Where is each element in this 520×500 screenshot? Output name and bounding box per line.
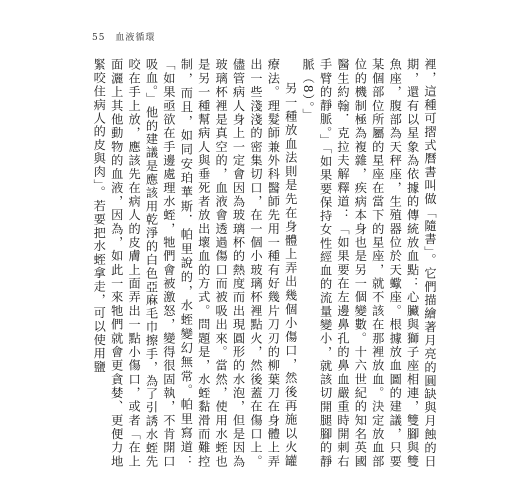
paragraph-1: 裡，這種可摺式曆書叫做「隨書」。它們描繪著月亮的圓缺與月蝕的日期，還有以星象為依據的傳統放血點：心臟與獅子座相連，雙腳與雙魚座，腹部為天秤座，生殖器位於天蠍座。根據放血圖的建議，只要某個部位所屬的星座在當下的星座，就不該在那裡放血。決定放血部位的機制極為複雜，疾病本身也是另一個變數。十六世紀的知名英國醫生約翰．克拉夫解釋道：「如果要在左邊鼻孔的鼻血嚴重時開刺右手臂的靜脈。」「如果要保持女性經血的流量變小，就該切開腿腳的靜脈（8）。」 [301,58,437,468]
running-title: 血液循環 [115,33,156,43]
body-text [92,58,438,468]
page-number: 55 [92,33,106,43]
running-header [92,30,155,43]
paragraph-2: 另一種放血法則是先在身體上弄出幾個小傷口，然後再施以火罐療法。理髮師兼外科醫師先用一種有好幾片刀刃的柳葉刀在身體上弄出一些淺淺的密集切口，在一個小玻璃杯裡點火，然後蓋在傷口上。儘管病人身上一定會因為玻璃杯的熱度而出現圓形的水泡，但是因為玻璃杯裡是真空的，血液會透過傷口而被吸出來。當然，使用水蛭也是另一種幫病人與垂死者放出壞血的方式。問題是，水蛭黏滑而難控制，而且，如同安珀華斯．帕里說的，水蛭變幻無常。帕里寫道：「如果亟欲在手邊處理水蛭，牠們會被激怒，變得很固執，不肯開口吸血。」他的建議是應該用乾淨的白色亞麻毛巾擦手，為了引誘水蛭先咬在手上放，應該先在病人的皮膚上面弄出一點小傷口，或者「在上面灑上其他動物的血液，因為，如此一來牠們就會更貪婪、更便力地緊咬住病人的皮與肉」。若要把水蛭拿走，可以使用鹽 [92,58,298,468]
